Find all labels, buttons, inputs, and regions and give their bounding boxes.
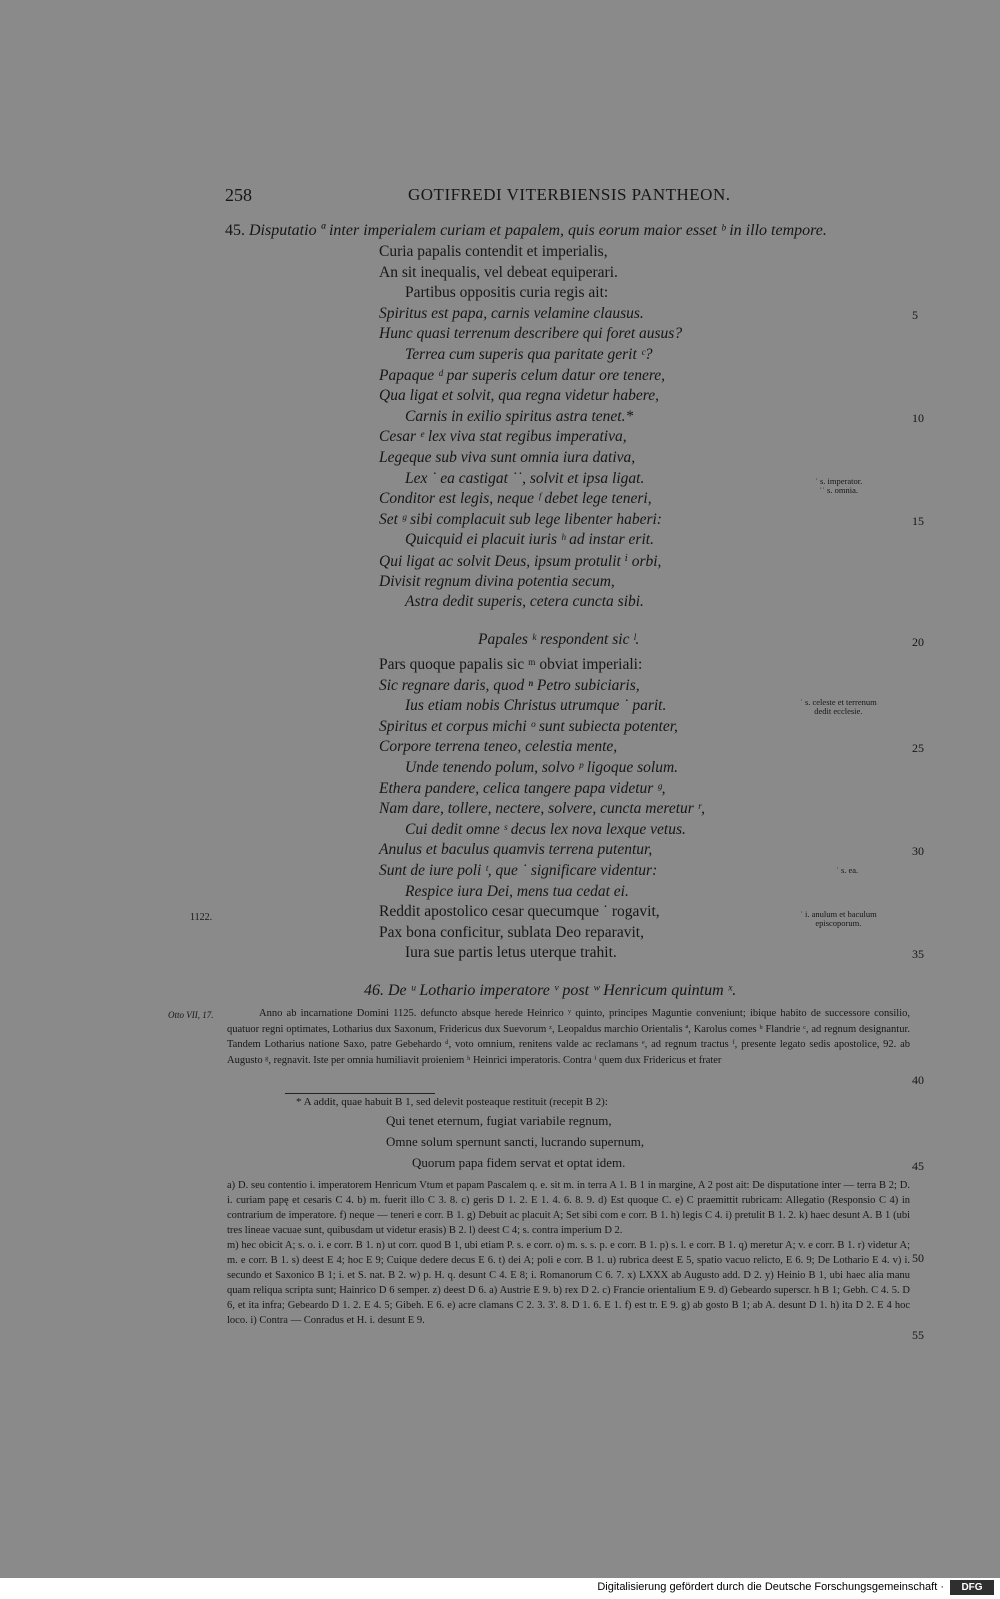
- year-margin: 1122.: [190, 912, 213, 923]
- verse-line: Anulus et baculus quamvis terrena putentur,: [379, 841, 653, 859]
- page-number: 258: [225, 185, 252, 205]
- section-45-number: 45.: [225, 222, 245, 239]
- gloss-4: ˙ i. anulum et baculum episcoporum.: [800, 909, 877, 928]
- verse-line: Sunt de iure poli ᵗ, que ˙ significare videntur:: [379, 862, 658, 879]
- footer-credit: Digitalisierung gefördert durch die Deutsche Forschungsgemeinschaft ·: [597, 1581, 944, 1593]
- verse-line: Set ᵍ sibi complacuit sub lege libenter haberi:: [379, 510, 662, 528]
- verse-line: Sic regnare daris, quod ⁿ Petro subiciaris,: [379, 676, 640, 694]
- line-number: 25: [912, 741, 924, 756]
- verse-line: Reddit apostolico cesar quecumque ˙ rogavit,: [379, 903, 660, 921]
- footnote-line: Quorum papa fidem servat et optat idem.: [412, 1155, 626, 1170]
- verse-line: Cui dedit omne ˢ decus lex nova lexque vetus.: [405, 820, 686, 838]
- source-reference: Otto VII, 17.: [168, 1010, 214, 1020]
- line-number: 30: [912, 844, 924, 859]
- running-title: GOTIFREDI VITERBIENSIS PANTHEON.: [408, 185, 731, 204]
- section-46-heading: 46. De ᵘ Lothario imperatore ᵛ post ʷ Henricum quintum ˣ.: [364, 982, 737, 999]
- verse-line: Ius etiam nobis Christus utrumque ˙ parit.: [405, 697, 667, 715]
- line-number-45: 45: [912, 1159, 924, 1173]
- line-number: 5: [912, 307, 918, 322]
- line-number: 35: [912, 947, 924, 962]
- verse-line: Divisit regnum divina potentia secum,: [379, 572, 615, 590]
- line-number: 10: [912, 410, 924, 425]
- footnote-line: Omne solum spernunt sancti, lucrando supernum,: [386, 1134, 645, 1149]
- gloss-2: ˙ s. celeste et terrenum dedit ecclesie.: [800, 697, 877, 716]
- line-number-20: 20: [912, 635, 924, 649]
- verse-line: Quicquid ei placuit iuris ʰ ad instar erit.: [405, 531, 654, 549]
- verse-line: Partibus oppositis curia regis ait:: [405, 284, 609, 302]
- footnote-intro: * A addit, quae habuit B 1, sed delevit posteaque restituit (recepit B 2):: [296, 1096, 608, 1108]
- verse-line: Pax bona conficitur, sublata Deo reparavit,: [379, 923, 644, 941]
- verse-line: Corpore terrena teneo, celestia mente,: [379, 738, 618, 756]
- gloss-3: ˙ s. ea.: [836, 865, 859, 875]
- verse-line: Spiritus est papa, carnis velamine clausus.: [379, 304, 644, 322]
- verse-line: Pars quoque papalis sic ᵐ obviat imperiali:: [379, 656, 643, 673]
- verse-line: Ethera pandere, celica tangere papa videtur ᵍ,: [379, 779, 666, 797]
- apparatus-paragraph: a) D. seu contentio i. imperatorem Henricum Vtum et papam Pascalem q. e. sit m. in terra A 1. B 1 in margine, A 2 post ait: De disputatione inter — terra B 2; D. i. curiam papę et cesaris C 4. b) m. fuerit illo C 3. 8. c) geris D 1. 2. E 1. 4. 6. 8. 9. d) Est quoque C. e) C praemittit rubricam: Allegatio (Responsio C 4) in contrarium de imperatore. f) neque — teneri e corr. B 1. g) Debuit ac placuit A; Set sibi com e corr. B 1. h) legis C 4. i) pretulit B 1. 2. k) haec desunt A. B 1 (ubi tres lineae vacuae sunt, quibusdam ut videtur erasis) B 2. l) deest C 4; s. contra imperium D 2.: [227, 1180, 910, 1236]
- verse-line: Unde tenendo polum, solvo ᵖ ligoque solum.: [405, 759, 679, 776]
- subheading-papales: Papales ᵏ respondent sic ˡ.: [478, 631, 640, 648]
- line-number-50: 50: [912, 1251, 924, 1265]
- verse-line: Nam dare, tollere, nectere, solvere, cuncta meretur ʳ,: [379, 800, 705, 818]
- verse-line: Papaque ᵈ par superis celum datur ore tenere,: [379, 366, 666, 384]
- verse-line: Iura sue partis letus uterque trahit.: [405, 944, 617, 962]
- section-45-title: Disputatio ª inter imperialem curiam et papalem, quis eorum maior esset ᵇ in illo tempore.: [249, 222, 827, 239]
- prose-paragraph: Anno ab incarnatione Domini 1125. defuncto absque herede Heinrico ʸ quinto, principes Maguntie conveniunt; ibique habito de successore consilio, quatuor regni optimates, Lotharius dux Saxonum, Fridericus dux Suevorum ᶻ, Leopaldus marchio Orientalis ª, Karolus comes ᵇ Flandrie ᶜ, ad regnum designantur. Tandem Lotharius natione Saxo, patre Gebehardo ᵈ, voto omnium, renitens valde ac reclamans ᵉ, ad regnum tractus ᶠ, presente legato sedis apostolice, 92. ab Augusto ᵍ, regnavit. Iste per omnia humiliavit proieniem ʰ Heinrici imperatoris. Contra ⁱ quem dux Fridericus et frater: [227, 1008, 910, 1066]
- section-45-heading: [225, 222, 827, 240]
- apparatus-paragraph: m) hec obicit A; s. o. i. e corr. B 1. n) ut corr. quod B 1, ubi etiam P. s. e corr. o) m. s. s. p. e corr. B 1. p) s. l. e corr. B 1. q) meretur A; v. e corr. B 1. r) videtur A; m. e corr. B 1. s) deest E 4; hoc E 9; Cuique dedere decus E 6. t) dei A; poli e corr. B 1. u) rubrica deest E 5, spatio vacuo relicto, E 6. 9; De Lothario E 4. v) i. secundo et Saxonico B 1; i. et S. nat. B 2. w) p. H. q. desunt C 4. E 8; i. Romanorum C 6. 7. x) LXXX ab Augusto add. D 2. y) Heinio B 1, ubi haec alia manu quam reliqua scripta sunt; Hainrico D 6 semper. z) deest D 6. a) Austrie E 9. b) rex D 2. c) Francie orientalium E 9. d) Gebeardo superscr. h B 1; Gebh. C 4. 5. D 6, et ita infra; Gebeardo D 1. 2. E 4. 5; Gibeh. E 6. e) acre clamans C 2. 3. 3'. 8. D 1. 6. E 1. f) est tr. E 9. g) ab gosto B 1; ab A. desunt D 1. h) ita D 2. E 4 hoc loco. i) Contra — Conradus et H. i. desunt E 9.: [227, 1240, 910, 1326]
- verse-line: Legeque sub viva sunt omnia iura dativa,: [379, 449, 636, 466]
- verse-line: Cesar ᵉ lex viva stat regibus imperativa,: [379, 428, 627, 446]
- verse-line: Spiritus et corpus michi ᵒ sunt subiecta potenter,: [379, 717, 678, 735]
- verse-line: Lex ˙ ea castigat ˙˙, solvit et ipsa ligat.: [405, 469, 645, 487]
- line-number: 15: [912, 513, 924, 528]
- verse-line: An sit inequalis, vel debeat equiperari.: [379, 263, 618, 281]
- footnote-rule: [285, 1093, 435, 1094]
- verse-line: Curia papalis contendit et imperialis,: [379, 243, 608, 260]
- verse-line: Qui ligat ac solvit Deus, ipsum protulit ⁱ orbi,: [379, 553, 662, 570]
- dfg-logo: DFG: [950, 1580, 994, 1595]
- verse-line: Terrea cum superis qua paritate gerit ᶜ?: [405, 346, 653, 363]
- verse-line: Hunc quasi terrenum describere qui foret ausus?: [379, 325, 683, 343]
- verse-line: Conditor est legis, neque ᶠ debet lege teneri,: [379, 490, 652, 508]
- verse-line: Carnis in exilio spiritus astra tenet.*: [405, 407, 634, 425]
- critical-apparatus: [227, 1178, 910, 1328]
- line-number-40: 40: [912, 1073, 924, 1087]
- verse-line: Qua ligat et solvit, qua regna videtur habere,: [379, 387, 659, 405]
- line-number-55: 55: [912, 1328, 924, 1342]
- verse-line: Astra dedit superis, cetera cuncta sibi.: [405, 593, 644, 611]
- section-46-prose: [227, 1006, 910, 1068]
- gloss-1: ˙ s. imperator. ˙˙ s. omnia.: [815, 476, 863, 495]
- verse-line: Respice iura Dei, mens tua cedat ei.: [405, 882, 629, 900]
- footnote-line: Qui tenet eternum, fugiat variabile regnum,: [386, 1113, 612, 1128]
